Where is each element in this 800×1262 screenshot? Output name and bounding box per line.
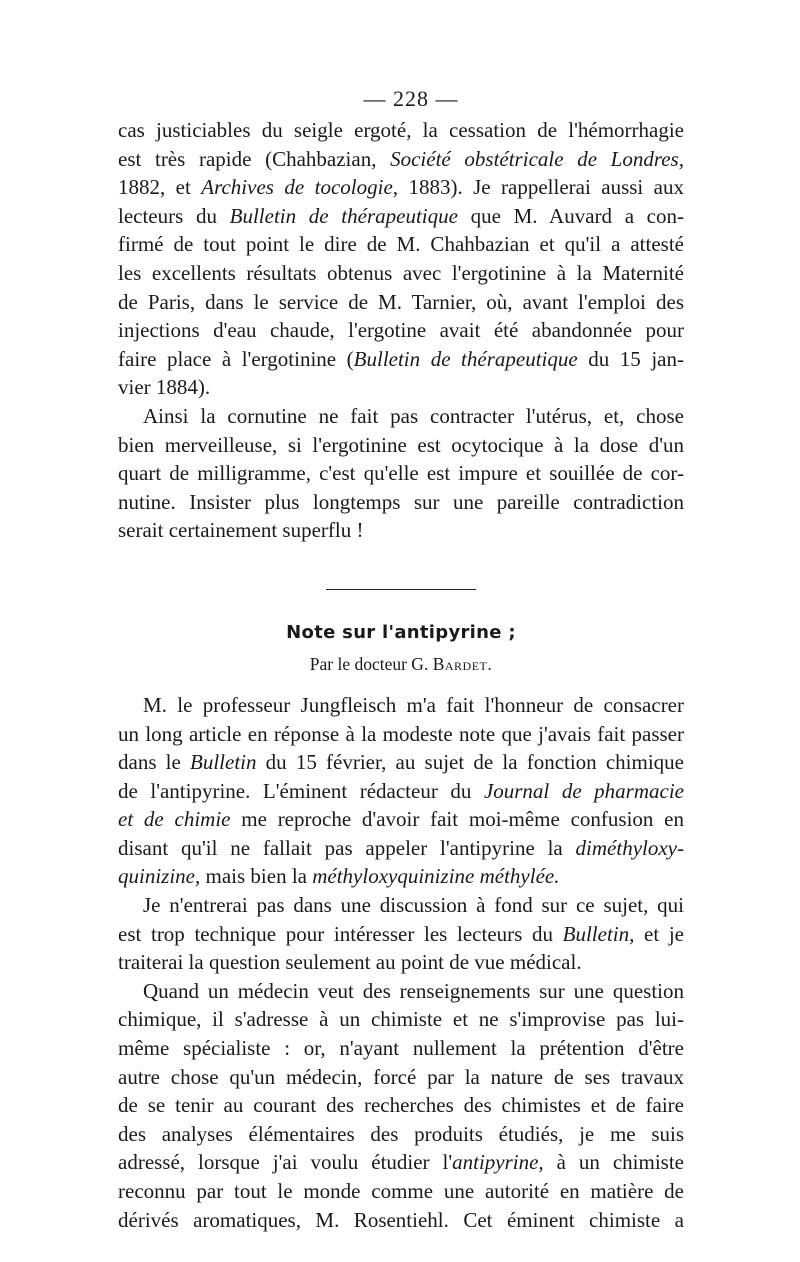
text-line: Je n'entrerai pas dans une discussion à fond sur ce sujet, qui bbox=[143, 893, 684, 918]
divider-rule bbox=[326, 589, 476, 590]
text-line: Ainsi la cornutine ne fait pas contracter l'utérus, et, chose bbox=[143, 403, 684, 428]
text-line: firmé de tout point le dire de M. Chahbazian et qu'il a attesté bbox=[118, 232, 684, 257]
section-divider bbox=[118, 545, 684, 617]
text-line: chimique, il s'adresse à un chimiste et ne s'improvise pas lui- bbox=[118, 1007, 684, 1032]
text-line: quinizine, mais bien la méthyloxyquinizine méthylée. bbox=[118, 864, 560, 889]
text-line: injections d'eau chaude, l'ergotine avait été abandonnée pour bbox=[118, 318, 684, 343]
text-line: nutine. Insister plus longtemps sur une pareille contradiction bbox=[118, 489, 684, 514]
text-line: de se tenir au courant des recherches des chimistes et de faire bbox=[118, 1093, 684, 1118]
text-line: lecteurs du Bulletin de thérapeutique que M. Auvard a con- bbox=[118, 203, 684, 228]
text-line: disant qu'il ne fallait pas appeler l'antipyrine la diméthyloxy- bbox=[118, 835, 684, 860]
paragraph-4 bbox=[118, 891, 684, 977]
paragraph-3 bbox=[118, 691, 684, 891]
text-line: est très rapide (Chahbazian, Société obstétricale de Londres, bbox=[118, 146, 684, 171]
page-number: — 228 — bbox=[363, 86, 459, 111]
text-line: autre chose qu'un médecin, forcé par la nature de ses travaux bbox=[118, 1064, 684, 1089]
text-line: Quand un médecin veut des renseignements sur une question bbox=[143, 978, 684, 1003]
text-line: traiterai la question seulement au point de vue médical. bbox=[118, 950, 582, 975]
text-line: vier 1884). bbox=[118, 375, 211, 400]
text-line: et de chimie me reproche d'avoir fait moi-même confusion en bbox=[118, 807, 685, 832]
text-line: serait certainement superflu ! bbox=[118, 518, 364, 543]
text-line: quart de milligramme, c'est qu'elle est impure et souillée de cor- bbox=[118, 461, 684, 486]
text-line: bien merveilleuse, si l'ergotinine est ocytocique à la dose d'un bbox=[118, 432, 684, 457]
text-line: M. le professeur Jungfleisch m'a fait l'honneur de consacrer bbox=[143, 692, 684, 717]
text-line: dérivés aromatiques, M. Rosentiehl. Cet éminent chimiste a bbox=[118, 1207, 684, 1232]
text-line: faire place à l'ergotinine (Bulletin de thérapeutique du 15 jan- bbox=[118, 346, 684, 371]
text-line: 1882, et Archives de tocologie, 1883). Je rappellerai aussi aux bbox=[118, 175, 684, 200]
text-line: des analyses élémentaires des produits étudiés, je me suis bbox=[118, 1121, 684, 1146]
text-line: un long article en réponse à la modeste note que j'avais fait passer bbox=[118, 721, 684, 746]
paragraph-1 bbox=[118, 116, 684, 402]
text-line: est trop technique pour intéresser les lecteurs du Bulletin, et je bbox=[118, 921, 684, 946]
author-name: Bardet. bbox=[432, 653, 493, 674]
text-line: adressé, lorsque j'ai voulu étudier l'antipyrine, à un chimiste bbox=[118, 1150, 684, 1175]
document-page bbox=[118, 82, 684, 1234]
text-line: de Paris, dans le service de M. Tarnier, où, avant l'emploi des bbox=[118, 289, 684, 314]
text-line: les excellents résultats obtenus avec l'ergotinine à la Maternité bbox=[118, 260, 684, 285]
text-line: dans le Bulletin du 15 février, au sujet de la fonction chimique bbox=[118, 750, 684, 775]
text-line: reconnu par tout le monde comme une autorité en matière de bbox=[118, 1179, 684, 1203]
text-line: cas justiciables du seigle ergoté, la cessation de l'hémorrhagie bbox=[118, 118, 684, 142]
byline: Par le docteur G. Bardet. bbox=[309, 653, 493, 674]
text-line: de l'antipyrine. L'éminent rédacteur du Journal de pharmacie bbox=[118, 778, 684, 803]
section-title: Note sur l'antipyrine ; bbox=[286, 621, 516, 643]
paragraph-5 bbox=[118, 977, 684, 1234]
text-line: même spécialiste : or, n'ayant nullement la prétention d'être bbox=[118, 1036, 684, 1061]
paragraph-2 bbox=[118, 402, 684, 545]
